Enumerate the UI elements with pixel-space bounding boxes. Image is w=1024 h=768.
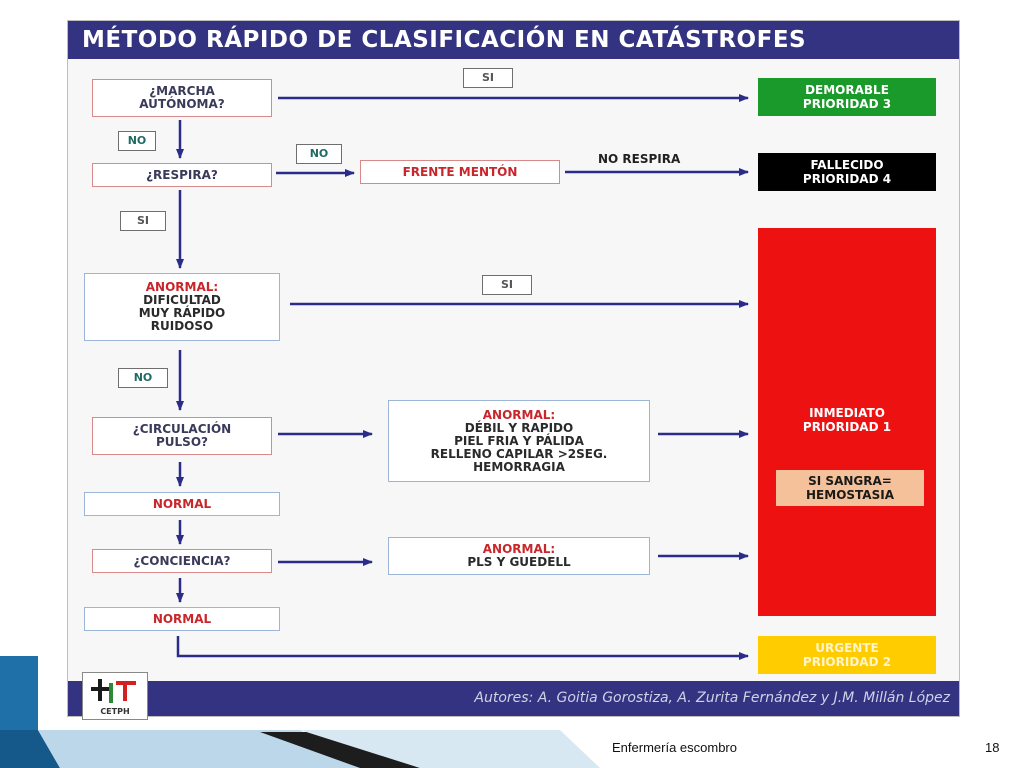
outcome-inmediato — [758, 228, 936, 616]
anormal-circulacion-head: ANORMAL: — [482, 407, 556, 422]
no-respira-label: NO RESPIRA — [598, 152, 681, 166]
question-circulacion-pulso — [92, 417, 272, 455]
authors-credit: Autores: A. Goitia Gorostiza, A. Zurita Fernández y J.M. Millán López — [474, 690, 950, 706]
anormal-circulacion-line: RELLENO CAPILAR >2SEG. — [430, 446, 608, 461]
question-marcha-line-2: AUTÓNOMA? — [139, 97, 225, 111]
anormal-circulacion-box — [388, 400, 650, 482]
note-si-sangra — [776, 470, 924, 506]
outcome-demorable — [758, 78, 936, 116]
cetph-logo-icon — [83, 673, 147, 707]
outcome-demorable-line-1: DEMORABLE — [805, 83, 889, 97]
question-conciencia-label: ¿CONCIENCIA? — [133, 553, 231, 568]
anormal-circulacion-line: HEMORRAGIA — [473, 459, 565, 474]
outcome-inmediato-line-1: INMEDIATO — [809, 406, 885, 420]
anormal-circulacion-line: DÉBIL Y RAPIDO — [464, 420, 574, 435]
question-circulacion-line-2: PULSO? — [156, 435, 208, 449]
anormal-conciencia-head: ANORMAL: — [482, 542, 556, 556]
question-circulacion-line-1: ¿CIRCULACIÓN — [132, 422, 232, 436]
outcome-demorable-line-2: PRIORIDAD 3 — [802, 97, 892, 111]
note-si-sangra-line-2: HEMOSTASIA — [806, 488, 894, 502]
tag-no-marcha: NO — [118, 131, 156, 151]
question-respira-label: ¿RESPIRA? — [146, 167, 218, 182]
tag-si-marcha: SI — [463, 68, 513, 88]
outcome-urgente-line-1: URGENTE — [815, 641, 879, 655]
arrow-urgente — [178, 636, 748, 656]
anormal-respiracion-line: RUIDOSO — [150, 319, 214, 333]
outcome-fallecido — [758, 153, 936, 191]
logo-text: CETPH — [100, 707, 130, 716]
tag-no-respira: NO — [296, 144, 342, 164]
action-frente-menton — [360, 160, 560, 184]
anormal-respiracion-head: ANORMAL: — [145, 280, 219, 294]
question-respira — [92, 163, 272, 187]
question-marcha-autonoma — [92, 79, 272, 117]
diagram-title: MÉTODO RÁPIDO DE CLASIFICACIÓN EN CATÁSTROFES — [68, 21, 959, 59]
anormal-conciencia-box — [388, 537, 650, 575]
anormal-circulacion-line: PIEL FRIA Y PÁLIDA — [454, 433, 584, 448]
normal-conciencia-label: NORMAL — [152, 611, 212, 626]
slide-number: 18 — [985, 740, 1000, 755]
tag-si-respira: SI — [120, 211, 166, 231]
anormal-respiracion-box — [84, 273, 280, 341]
normal-conciencia-box — [84, 607, 280, 631]
outcome-inmediato-line-2: PRIORIDAD 1 — [802, 420, 892, 434]
anormal-conciencia-line: PLS Y GUEDELL — [467, 555, 571, 569]
note-si-sangra-line-1: SI SANGRA= — [808, 474, 892, 488]
slide-footer-title: Enfermería escombro — [612, 740, 737, 755]
normal-circulacion-box — [84, 492, 280, 516]
tag-si-anormal: SI — [482, 275, 532, 295]
question-conciencia — [92, 549, 272, 573]
question-marcha-line-1: ¿MARCHA — [149, 84, 215, 98]
outcome-urgente-line-2: PRIORIDAD 2 — [802, 655, 892, 669]
outcome-fallecido-line-2: PRIORIDAD 4 — [802, 172, 892, 186]
anormal-respiracion-line: DIFICULTAD — [143, 293, 221, 307]
frente-menton-label: FRENTE MENTÓN — [402, 164, 518, 179]
outcome-urgente — [758, 636, 936, 674]
anormal-respiracion-line: MUY RÁPIDO — [138, 306, 226, 320]
outcome-fallecido-line-1: FALLECIDO — [810, 158, 884, 172]
normal-circulacion-label: NORMAL — [152, 496, 212, 511]
tag-no-anormal: NO — [118, 368, 168, 388]
